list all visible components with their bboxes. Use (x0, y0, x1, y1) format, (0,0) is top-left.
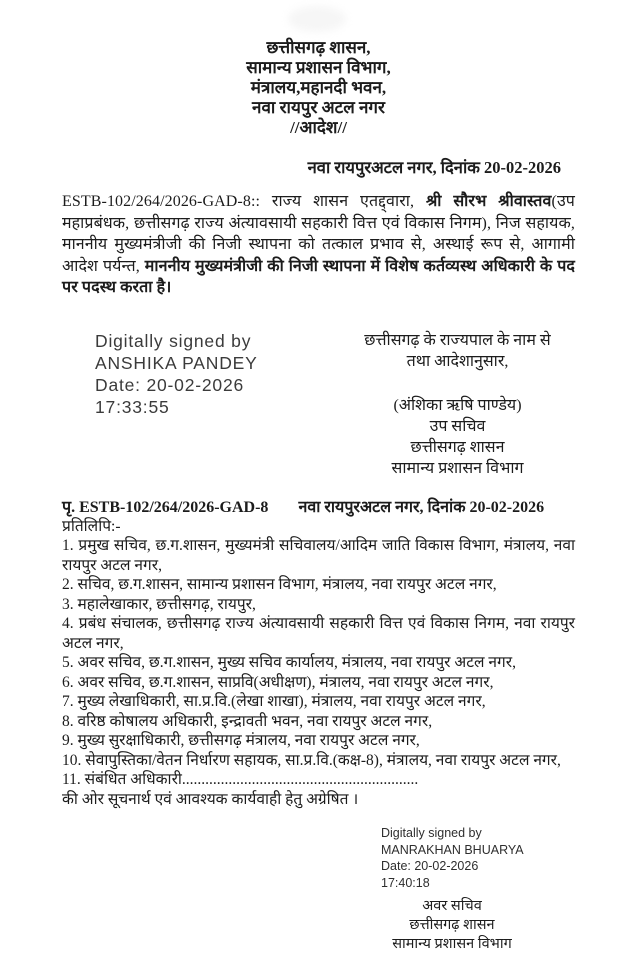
endorsement-ref-row (62, 495, 575, 517)
signature-section (62, 330, 575, 479)
copy-item-6: 6. अवर सचिव, छ.ग.शासन, साप्रवि(अधीक्षण), मंत्रालय, नवा रायपुर अटल नगर, (62, 673, 494, 691)
signer-department: सामान्य प्रशासन विभाग (391, 459, 524, 477)
order-paragraph (62, 191, 575, 299)
order-body-text: (उप महाप्रबंधक, छत्तीसगढ़ राज्य अंत्यावसायी सहकारी वित्त एवं विकास निगम), निज सहायक, माननीय मुख्यमंत्रीजी की निजी स्थापना को तत्काल प्रभाव से, अस्थाई रूप से, आगामी आदेश पर्यन्त, (62, 193, 575, 275)
copy-item-11: 11. संबंधित अधिकारी............................................................. (62, 771, 419, 788)
letterhead (62, 38, 575, 138)
copy-to-list (62, 536, 575, 790)
copy-item-1: 1. प्रमुख सचिव, छ.ग.शासन, मुख्यमंत्री सचिवालय/आदिम जाति विकास विभाग, मंत्रालय, नवा रायपुर अटल नगर, (62, 537, 575, 574)
stamp-time: 17:40:18 (381, 875, 430, 890)
letterhead-government: छत्तीसगढ़ शासन, (266, 38, 371, 57)
stamp-signer-name: ANSHIKA PANDEY (95, 352, 258, 373)
endorsement-place-date: नवा रायपुरअटल नगर, दिनांक 20-02-2026 (298, 498, 545, 516)
scan-artifact (288, 6, 346, 32)
stamp-date: Date: 20-02-2026 (95, 374, 245, 395)
order-posting-text: माननीय मुख्यमंत्रीजी की निजी स्थापना में विशेष कर्तव्यस्थ अधिकारी के पद पर पदस्थ करता है। (62, 257, 575, 296)
place-date-line: नवा रायपुरअटल नगर, दिनांक 20-02-2026 (307, 158, 561, 177)
bottom-signer-government: छत्तीसगढ़ शासन (409, 917, 495, 933)
copy-to-label: प्रतिलिपि:- (62, 517, 121, 535)
by-order-block (340, 330, 575, 479)
copy-item-9: 9. मुख्य सुरक्षाधिकारी, छत्तीसगढ़ मंत्रालय, नवा रायपुर अटल नगर, (62, 732, 420, 749)
bottom-signer-designation (367, 897, 537, 954)
copy-item-8: 8. वरिष्ठ कोषालय अधिकारी, इन्द्रावती भवन, नवा रायपुर अटल नगर, (62, 712, 433, 730)
order-number-text: ESTB-102/264/2026-GAD-8:: राज्य शासन एतद्द्वारा, (62, 193, 426, 210)
letterhead-department: सामान्य प्रशासन विभाग, (246, 58, 391, 77)
signer-name: (अंशिका ऋषि पाण्डेय) (393, 396, 522, 414)
stamp-signer-name: MANRAKHAN BHUARYA (381, 842, 524, 857)
signer-government: छत्तीसगढ़ शासन (410, 438, 505, 456)
digital-signature-stamp-anshika (95, 330, 340, 479)
copy-item-4: 4. प्रबंध संचालक, छत्तीसगढ़ राज्य अंत्यावसायी सहकारी वित्त एवं विकास निगम, नवा रायपुर अटल नगर, (62, 615, 575, 652)
stamp-signed-by-label: Digitally signed by (381, 826, 482, 840)
stamp-time: 17:33:55 (95, 396, 170, 417)
officer-name: श्री सौरभ श्रीवास्तव (425, 193, 552, 210)
governor-name-line: छत्तीसगढ़ के राज्यपाल के नाम से (364, 331, 551, 349)
forwarding-line: की ओर सूचनार्थ एवं आवश्यक कार्यवाही हेतु अग्रेषित । (62, 790, 359, 808)
stamp-date: Date: 20-02-2026 (381, 859, 479, 873)
copy-item-3: 3. महालेखाकार, छत्तीसगढ़, रायपुर, (62, 595, 256, 613)
signer-title: उप सचिव (429, 417, 486, 435)
letterhead-building: मंत्रालय,महानदी भवन, (250, 78, 387, 97)
copy-item-7: 7. मुख्य लेखाधिकारी, सा.प्र.वि.(लेखा शाखा), मंत्रालय, नवा रायपुर अटल नगर, (62, 693, 486, 710)
stamp-signed-by-label: Digitally signed by (95, 330, 252, 351)
copy-item-2: 2. सचिव, छ.ग.शासन, सामान्य प्रशासन विभाग, मंत्रालय, नवा रायपुर अटल नगर, (62, 576, 497, 593)
as-per-order-line: तथा आदेशानुसार, (406, 352, 509, 370)
order-heading: //आदेश// (290, 118, 347, 137)
bottom-signature-block (381, 825, 563, 954)
bottom-signature-section (62, 825, 575, 954)
digital-signature-stamp-manrakhan (381, 825, 563, 891)
letterhead-city: नवा रायपुर अटल नगर (252, 98, 385, 117)
copy-item-10: 10. सेवापुस्तिका/वेतन निर्धारण सहायक, सा.प्र.वि.(कक्ष-8), मंत्रालय, नवा रायपुर अटल नगर, (62, 751, 561, 769)
bottom-signer-title: अवर सचिव (422, 898, 482, 914)
copy-item-5: 5. अवर सचिव, छ.ग.शासन, मुख्य सचिव कार्यालय, मंत्रालय, नवा रायपुर अटल नगर, (62, 654, 516, 671)
endorsement-ref-number: पृ. ESTB-102/264/2026-GAD-8 (62, 498, 269, 516)
bottom-signer-department: सामान्य प्रशासन विभाग (392, 936, 512, 952)
